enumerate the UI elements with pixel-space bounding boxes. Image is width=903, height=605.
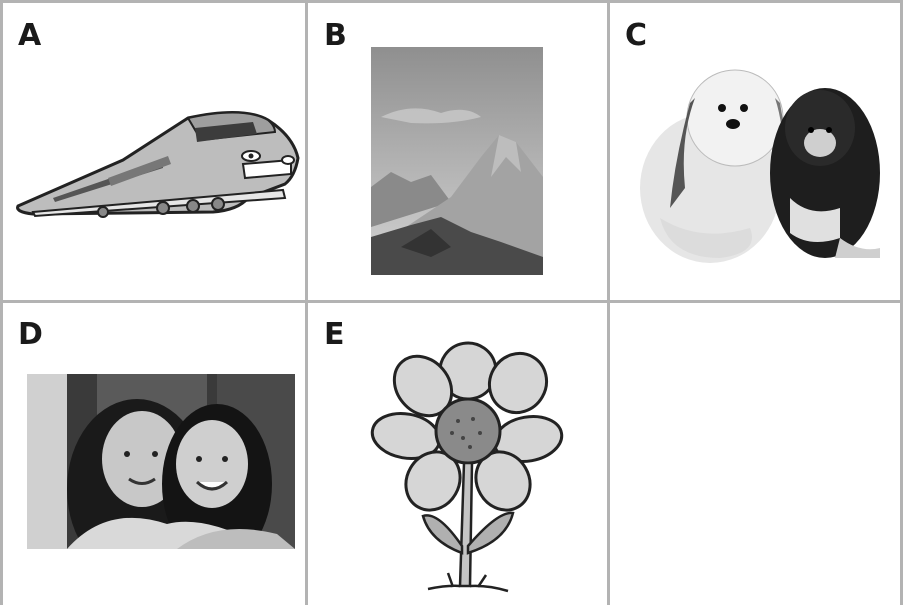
train-illustration (13, 98, 303, 223)
panel-letter-b: B (324, 18, 347, 53)
panel-letter-e: E (324, 317, 345, 352)
panel-a (3, 3, 305, 300)
panel-d (3, 303, 305, 605)
dogs-photo (640, 58, 885, 263)
panel-b (308, 3, 607, 300)
panel-empty (610, 303, 900, 605)
panel-letter-d: D (18, 317, 43, 352)
panel-letter-a: A (18, 18, 42, 53)
girls-photo (27, 374, 295, 549)
flower-illustration (368, 341, 568, 603)
panel-c (610, 3, 900, 300)
mountains-illustration (371, 47, 543, 275)
panel-letter-c: C (625, 18, 648, 53)
panel-e (308, 303, 607, 605)
